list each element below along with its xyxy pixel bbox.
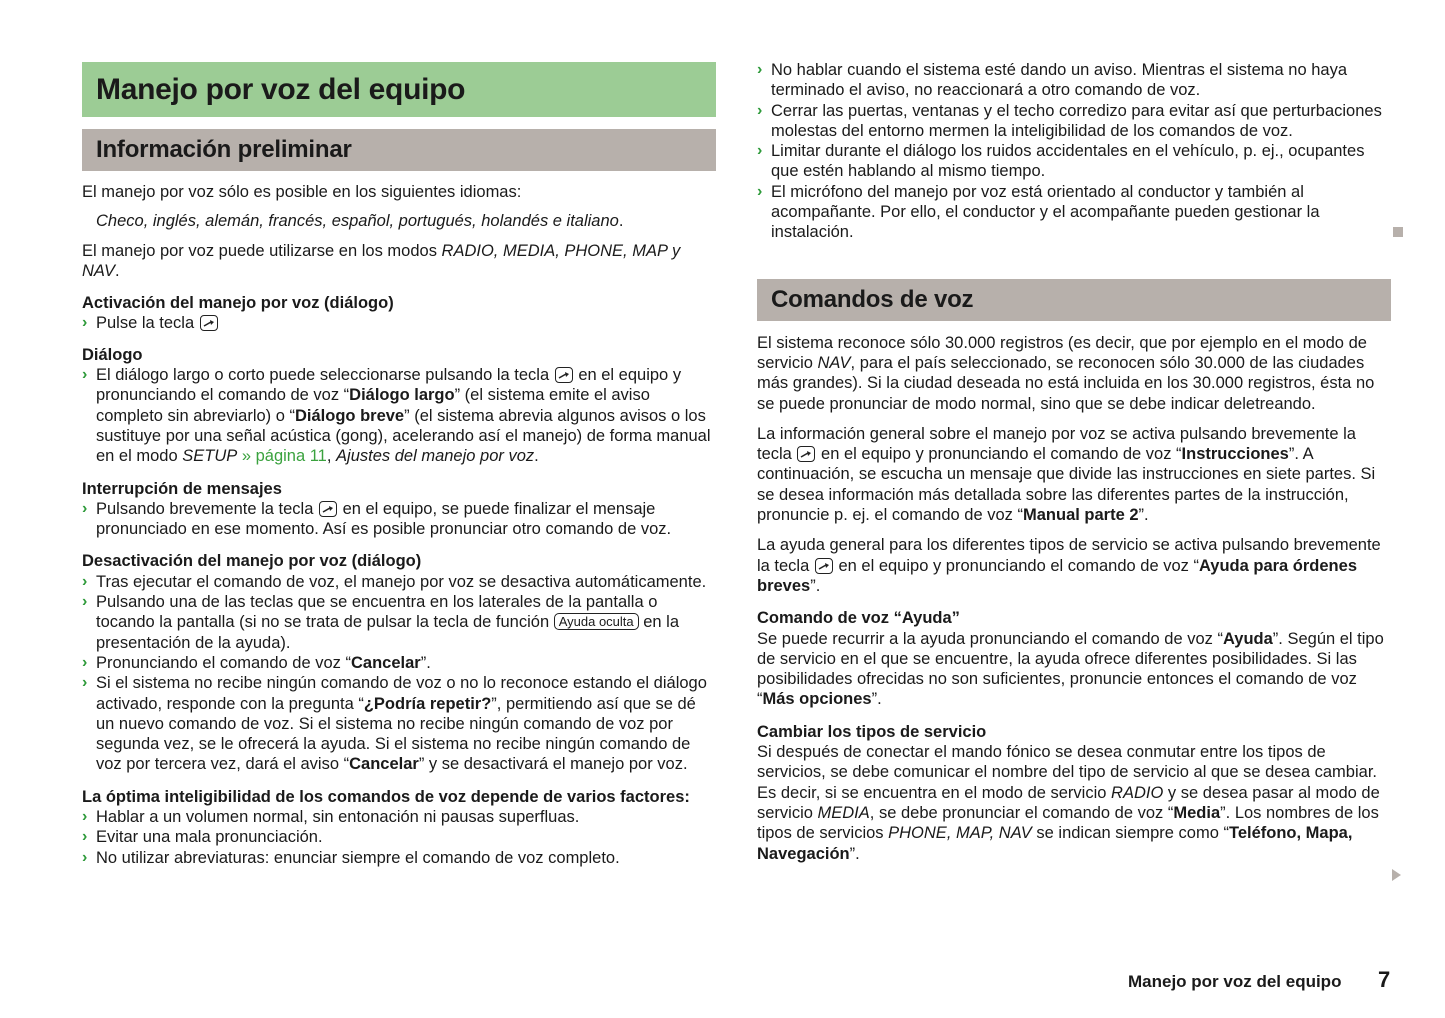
mode-name: PHONE, MAP, NAV xyxy=(888,824,1032,843)
text: ” (el sistema abrevia algunos avisos o los sustituye por una señal acústica (gong), acelerando así el manejo) de forma manual en el modo xyxy=(96,406,711,466)
modes-text: El manejo por voz puede utilizarse en los modos xyxy=(82,241,442,260)
text: Pronunciando el comando de voz “ xyxy=(96,653,351,672)
chevron-right-icon: › xyxy=(82,593,88,611)
voice-command: Cancelar xyxy=(349,755,419,774)
text: y se desea pasar al modo de servicio xyxy=(757,783,1380,822)
text: No hablar cuando el sistema esté dando un aviso. Mientras el sistema no haya terminado el aviso, no reaccionará a otro comando de voz. xyxy=(771,61,1347,100)
text: Limitar durante el diálogo los ruidos accidentales en el vehículo, p. ej., ocupantes que estén hablando al mismo tiempo. xyxy=(771,142,1365,181)
text: ”. Los nombres de los tipos de servicios xyxy=(757,803,1379,843)
page-number: 7 xyxy=(1378,967,1391,992)
chevron-right-icon: › xyxy=(82,674,88,692)
list-item xyxy=(82,653,716,673)
text: , xyxy=(326,447,337,466)
chevron-right-icon: › xyxy=(757,61,763,78)
list-item xyxy=(82,673,716,774)
text: en el equipo y pronunciando el comando de voz “ xyxy=(816,445,1182,464)
list-item xyxy=(757,60,1391,101)
activation-heading: Activación del manejo por voz (diálogo) xyxy=(82,294,394,313)
voice-command: Teléfono, Mapa, Navegación xyxy=(757,824,1353,863)
list-item xyxy=(82,313,716,333)
change-service-heading: Cambiar los tipos de servicio xyxy=(757,722,987,741)
text: Si después de conectar el mando fónico se desea conmutar entre los tipos de servicios, se debe comunicar el nombre del tipo de servicio al que se desea cambiar. Es decir, si se encuentra en el modo de servicio xyxy=(757,743,1377,802)
text: ”. xyxy=(849,844,860,863)
chapter-title: Manejo por voz del equipo xyxy=(82,62,716,117)
languages-text: Checo, inglés, alemán, francés, español, portugués, holandés e italiano xyxy=(96,212,619,231)
voice-command: ¿Podría repetir? xyxy=(363,694,492,713)
dialog-heading: Diálogo xyxy=(82,345,143,364)
list-item xyxy=(82,572,716,592)
text: en el equipo, se puede finalizar el mensaje pronunciado en ese momento. Así es posible pronunciar otro comando de voz. xyxy=(96,499,672,539)
modes-list: RADIO, MEDIA, PHONE, MAP y NAV xyxy=(82,241,681,280)
section-heading-preliminary: Información preliminar xyxy=(82,129,716,171)
chevron-right-icon: › xyxy=(82,499,88,517)
chevron-right-icon: › xyxy=(82,653,88,671)
mode-name: MEDIA xyxy=(817,803,870,822)
voice-control-key-icon xyxy=(319,501,337,517)
chevron-right-icon: › xyxy=(757,142,763,160)
reference-title: Ajustes del manejo por voz xyxy=(336,447,535,466)
text: ” y se desactivará el manejo por voz. xyxy=(418,755,688,774)
text: El diálogo largo o corto puede seleccionarse pulsando la tecla xyxy=(96,366,550,385)
list-item xyxy=(82,592,716,653)
ayuda-oculta-function-key: Ayuda oculta xyxy=(554,613,639,630)
languages-intro: El manejo por voz sólo es posible en los siguientes idiomas: xyxy=(82,183,522,201)
text: Se puede recurrir a la ayuda pronunciando el comando de voz “ xyxy=(757,629,1223,648)
list-item xyxy=(82,807,716,827)
text: Tras ejecutar el comando de voz, el manejo por voz se desactiva automáticamente. xyxy=(96,572,707,591)
section-heading-voice-commands: Comandos de voz xyxy=(757,279,1391,321)
text: ”. xyxy=(420,653,431,672)
list-item xyxy=(82,499,716,540)
text: , para el país seleccionado, se reconocen sólo 30.000 de las ciudades más grandes). Si la ciudad deseada no está incluida en los 30.000 registros, ésta no se puede pronunciar de modo normal, sino que se debe indicar deletreando. xyxy=(757,353,1375,413)
list-item xyxy=(82,848,716,868)
voice-command: Diálogo breve xyxy=(295,406,405,425)
left-column xyxy=(82,62,716,868)
text: en la presentación de la ayuda). xyxy=(96,613,680,652)
factors-heading: La óptima inteligibilidad de los comandos de voz depende de varios factores: xyxy=(82,787,690,806)
text: ” (el sistema emite el aviso completo sin abreviarlo) o “ xyxy=(96,386,650,425)
text: Cerrar las puertas, ventanas y el techo corredizo para evitar así que perturbaciones molestas del entorno mermen la inteligibilidad de los comandos de voz. xyxy=(771,101,1382,140)
list-item xyxy=(757,101,1391,142)
voice-command: Ayuda xyxy=(1222,629,1273,648)
voice-command: Instrucciones xyxy=(1181,445,1289,464)
general-help-paragraph xyxy=(757,535,1391,596)
text: ”. xyxy=(871,690,882,709)
chevron-right-icon: › xyxy=(82,572,88,590)
text: . xyxy=(534,447,539,466)
list-item xyxy=(82,827,716,847)
text: El micrófono del manejo por voz está orientado al conductor y también al acompañante. Por ello, el conductor y el acompañante pueden gestionar la instalación. xyxy=(771,182,1320,242)
mode-name: RADIO xyxy=(1111,783,1164,802)
voice-command: Ayuda para órdenes breves xyxy=(757,556,1357,595)
page-link[interactable]: » página 11 xyxy=(237,447,327,466)
chevron-right-icon: › xyxy=(82,314,88,332)
text: en el equipo y pronunciando el comando de voz “ xyxy=(96,366,682,405)
text: ”. xyxy=(1138,506,1149,525)
voice-command: Cancelar xyxy=(351,653,421,672)
languages-list: Checo, inglés, alemán, francés, español, portugués, holandés e italiano. xyxy=(96,212,624,231)
change-service-paragraph xyxy=(757,742,1391,864)
text: El sistema reconoce sólo 30.000 registros (es decir, que por ejemplo en el modo de servicio xyxy=(757,333,1367,372)
voice-command: Más opciones xyxy=(762,690,872,709)
modes-paragraph: El manejo por voz puede utilizarse en los modos RADIO, MEDIA, PHONE, MAP y NAV. xyxy=(82,241,681,280)
right-column xyxy=(757,60,1391,864)
chevron-right-icon: › xyxy=(82,808,88,826)
list-item xyxy=(82,365,716,466)
help-heading: Comando de voz “Ayuda” xyxy=(757,609,960,628)
voice-command: Media xyxy=(1173,803,1221,822)
text: en el equipo y pronunciando el comando de voz “ xyxy=(833,556,1199,575)
text: se indican siempre como “ xyxy=(1031,824,1229,843)
text: ”. xyxy=(810,576,821,595)
registers-paragraph xyxy=(757,333,1391,414)
text: ”. Según el tipo de servicio en el que se encuentre, la ayuda ofrece diferentes posibilidades. Si las posibilidades ofrecidas no son suficientes, pronuncie entonces el comando de voz “ xyxy=(757,629,1384,709)
deactivation-heading: Desactivación del manejo por voz (diálogo) xyxy=(82,552,422,571)
voice-control-key-icon xyxy=(797,446,815,462)
footer-title: Manejo por voz del equipo xyxy=(1128,972,1342,991)
voice-control-key-icon xyxy=(555,367,573,383)
instructions-paragraph xyxy=(757,424,1391,525)
text: Pulsando brevemente la tecla xyxy=(96,499,314,518)
text: Evitar una mala pronunciación. xyxy=(96,828,323,847)
text: La ayuda general para los diferentes tipos de servicio se activa pulsando brevemente la tecla xyxy=(757,536,1381,575)
help-paragraph xyxy=(757,629,1391,710)
list-item xyxy=(757,141,1391,182)
chevron-right-icon: › xyxy=(757,182,763,200)
text: ”. A continuación, se escucha un mensaje que divide las instrucciones en siete partes. Si se desea información más detallada sobre las diferentes partes de la instrucción, pronuncie p. ej. el comando de voz “ xyxy=(757,445,1376,525)
voice-control-key-icon xyxy=(815,558,833,574)
chevron-right-icon: › xyxy=(757,101,763,119)
text: , se debe pronunciar el comando de voz “ xyxy=(869,803,1174,822)
triangle-right-icon xyxy=(1392,869,1401,881)
list-item xyxy=(757,182,1391,243)
text: No utilizar abreviaturas: enunciar siempre el comando de voz completo. xyxy=(96,848,620,867)
text: ”, permitiendo así que se dé un nuevo comando de voz. Si el sistema no recibe ningún comando de voz por segunda vez, se le ofrecerá la ayuda. Si el sistema no recibe ningún comando de voz por tercera vez, dará el aviso “ xyxy=(96,694,696,774)
text: Pulsando una de las teclas que se encuentra en los laterales de la pantalla o tocando la pantalla (si no se trata de pulsar la tecla de función xyxy=(96,593,658,632)
square-icon xyxy=(1393,227,1403,237)
text: Si el sistema no recibe ningún comando de voz o no lo reconoce estando el diálogo activado, responde con la pregunta “ xyxy=(96,674,707,713)
mode-name: NAV xyxy=(817,353,851,372)
voice-command: Manual parte 2 xyxy=(1023,506,1139,525)
interrupt-heading: Interrupción de mensajes xyxy=(82,479,282,498)
mode-name: SETUP xyxy=(182,447,238,466)
chevron-right-icon: › xyxy=(82,828,88,846)
text: Hablar a un volumen normal, sin entonación ni pausas superfluas. xyxy=(96,808,580,827)
voice-command: Diálogo largo xyxy=(349,386,455,405)
chevron-right-icon: › xyxy=(82,366,88,384)
bullet-text: Pulse la tecla xyxy=(96,314,195,333)
voice-control-key-icon xyxy=(200,315,218,331)
text: La información general sobre el manejo por voz se activa pulsando brevemente la tecla xyxy=(757,424,1356,464)
chevron-right-icon: › xyxy=(82,848,88,866)
